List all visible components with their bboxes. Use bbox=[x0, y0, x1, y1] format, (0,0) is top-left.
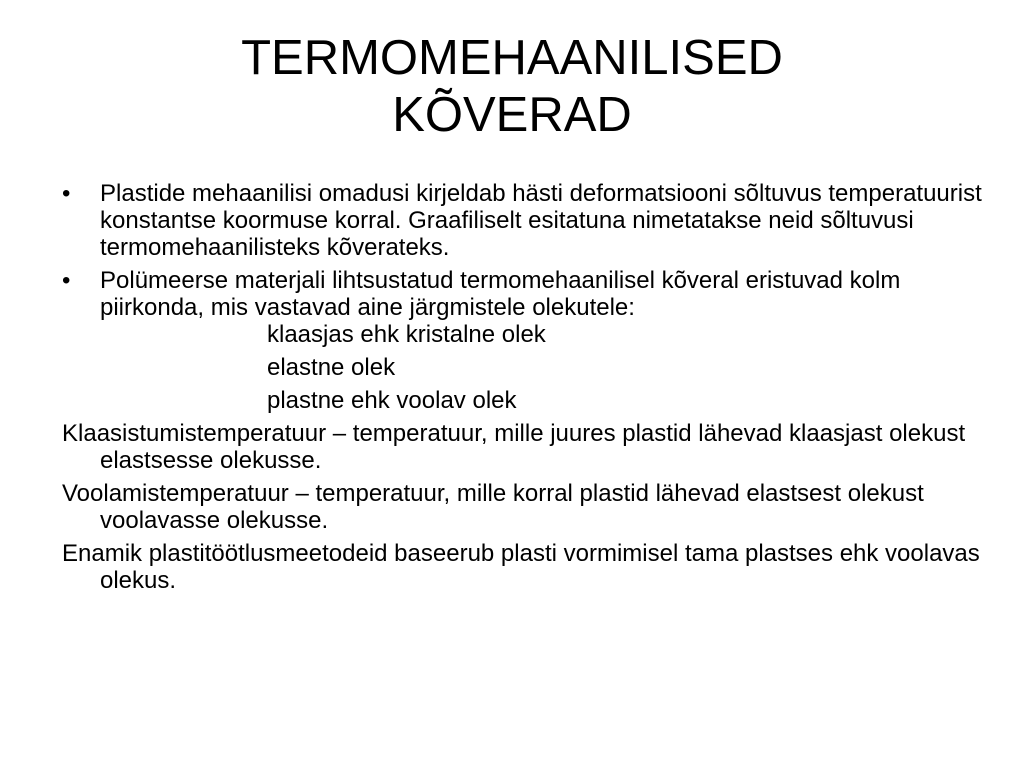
bullet-item bbox=[62, 267, 992, 321]
definition-paragraph: Klaasistumistemperatuur – temperatuur, mille juures plastid lähevad klaasjast olekust elastsesse olekusse. bbox=[62, 420, 966, 474]
bullet-text: Plastide mehaanilisi omadusi kirjeldab hästi deformatsiooni sõltuvus temperatuurist konstantse koormuse korral. Graafiliselt esitatuna nimetatakse neid sõltuvusi termomehaanilisteks kõverateks. bbox=[100, 180, 982, 261]
state-item: elastne olek bbox=[267, 354, 396, 381]
definition-paragraph: Enamik plastitöötlusmeetodeid baseerub plasti vormimisel tama plastses ehk voolavas olekus. bbox=[62, 540, 980, 594]
bullet-icon: • bbox=[62, 267, 71, 294]
bullet-item bbox=[62, 180, 992, 261]
definition-paragraph: Voolamistemperatuur – temperatuur, mille korral plastid lähevad elastsest olekust voolavasse olekusse. bbox=[62, 480, 924, 534]
slide-title-line-2: KÕVERAD bbox=[392, 88, 632, 142]
states-list bbox=[62, 321, 992, 414]
bullet-text: Polümeerse materjali lihtsustatud termomehaanilisel kõveral eristuvad kolm piirkonda, mis vastavad aine järgmistele olekutele: bbox=[100, 267, 901, 321]
slide-title bbox=[0, 30, 1024, 144]
state-item: klaasjas ehk kristalne olek bbox=[267, 321, 546, 348]
state-item: plastne ehk voolav olek bbox=[267, 387, 517, 414]
slide-body bbox=[62, 180, 992, 600]
bullet-icon: • bbox=[62, 180, 71, 207]
slide-title-line-1: TERMOMEHAANILISED bbox=[241, 31, 783, 85]
